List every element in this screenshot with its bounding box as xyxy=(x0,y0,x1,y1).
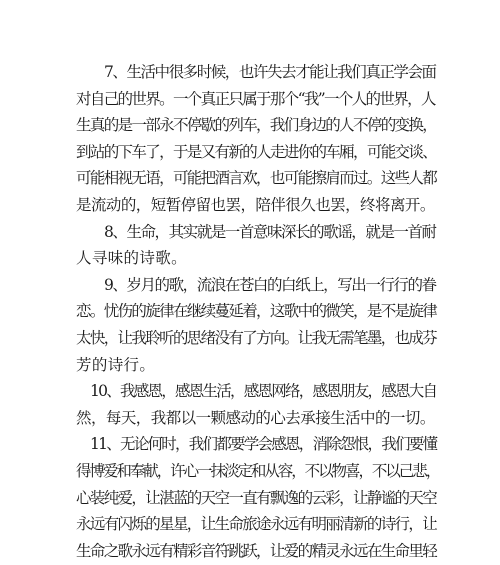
paragraph-8-line-2: 人寻味的诗歌。 xyxy=(76,249,187,268)
paragraph-7-line-6: 是流动的，短暂停留也罢，陪伴很久也罢，终将离开。 xyxy=(76,196,435,214)
paragraph-7-line-3: 生真的是一部永不停歇的列车，我们身边的人不停的变换， xyxy=(76,116,437,135)
paragraph-8-line-1: 8、生命，其实就是一首意味深长的歌谣，就是一首耐 xyxy=(104,222,436,241)
paragraph-11-line-4: 永远有闪烁的星星，让生命旅途永远有明丽清新的诗行，让 xyxy=(76,515,437,534)
paragraph-11-line-2: 得博爱和奉献，许心一抹淡定和从容，不以物喜，不以己悲， xyxy=(76,462,440,480)
paragraph-9-line-2: 恋。忧伤的旋律在继续蔓延着，这歌中的微笑，是不是旋律 xyxy=(76,302,437,321)
paragraph-11-line-5: 生命之歌永远有精彩音符跳跃，让爱的精灵永远在生命里轻 xyxy=(76,541,437,560)
paragraph-7-line-4: 到站的下车了，于是又有新的人走进你的车厢，可能交谈、 xyxy=(76,142,437,161)
paragraph-7-line-5: 可能相视无语，可能把酒言欢，也可能擦肩而过。这些人都 xyxy=(76,169,437,188)
paragraph-9-line-1: 9、岁月的歌，流浪在苍白的白纸上，写出一行行的眷 xyxy=(104,275,436,294)
paragraph-7-line-2: 对自己的世界。一个真正只属于那个“我”一个人的世界，人 xyxy=(76,89,435,108)
paragraph-10-line-2: 然，每天，我都以一颗感动的心去承接生活中的一切。 xyxy=(76,408,435,427)
paragraph-11-line-1: 11、无论何时，我们都要学会感恩，消除怨恨，我们要懂 xyxy=(90,435,437,454)
paragraph-9-line-3: 太快，让我聆听的思绪没有了方向。让我无需笔墨，也成芬 xyxy=(76,329,437,347)
paragraph-7-line-1: 7、生活中很多时候，也许失去才能让我们真正学会面 xyxy=(104,63,436,81)
paragraph-9-line-4: 芳的诗行。 xyxy=(76,355,156,374)
paragraph-11-line-3: 心装纯爱，让湛蓝的天空一直有飘逸的云彩，让静谧的天空 xyxy=(76,488,437,507)
paragraph-10-line-1: 10、我感恩，感恩生活，感恩网络，感恩朋友，感恩大自 xyxy=(90,382,437,401)
